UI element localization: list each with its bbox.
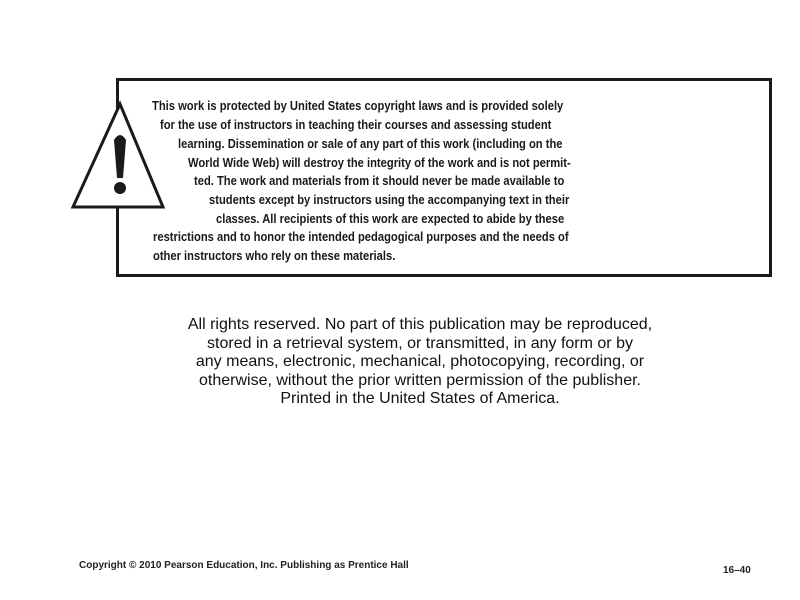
notice-line: World Wide Web) will destroy the integrity of the work and is not permit- (188, 155, 571, 170)
rights-line: All rights reserved. No part of this publication may be reproduced, (187, 316, 653, 333)
notice-line: restrictions and to honor the intended pedagogical purposes and the needs of (153, 229, 569, 244)
notice-line: This work is protected by United States copyright laws and is provided solely (152, 98, 564, 113)
page-number: 16–40 (723, 565, 751, 576)
notice-line: students except by instructors using the accompanying text in their (209, 192, 570, 207)
rights-line: stored in a retrieval system, or transmitted, in any form or by (207, 334, 633, 352)
notice-line: for the use of instructors in teaching their courses and assessing student (160, 117, 552, 132)
footer-copyright: Copyright © 2010 Pearson Education, Inc. Publishing as Prentice Hall (79, 560, 409, 571)
rights-line: any means, electronic, mechanical, photocopying, recording, or (195, 353, 645, 370)
rights-line: otherwise, without the prior written permission of the publisher. (199, 371, 641, 389)
notice-line: ted. The work and materials from it should never be made available to (194, 173, 565, 188)
rights-line: Printed in the United States of America. (280, 390, 560, 407)
notice-line: learning. Dissemination or sale of any part of this work (including on the (178, 136, 563, 151)
warning-triangle-icon (70, 100, 166, 212)
notice-line: classes. All recipients of this work are expected to abide by these (216, 211, 565, 226)
rights-statement (100, 316, 740, 409)
notice-line: other instructors who rely on these materials. (153, 248, 396, 263)
